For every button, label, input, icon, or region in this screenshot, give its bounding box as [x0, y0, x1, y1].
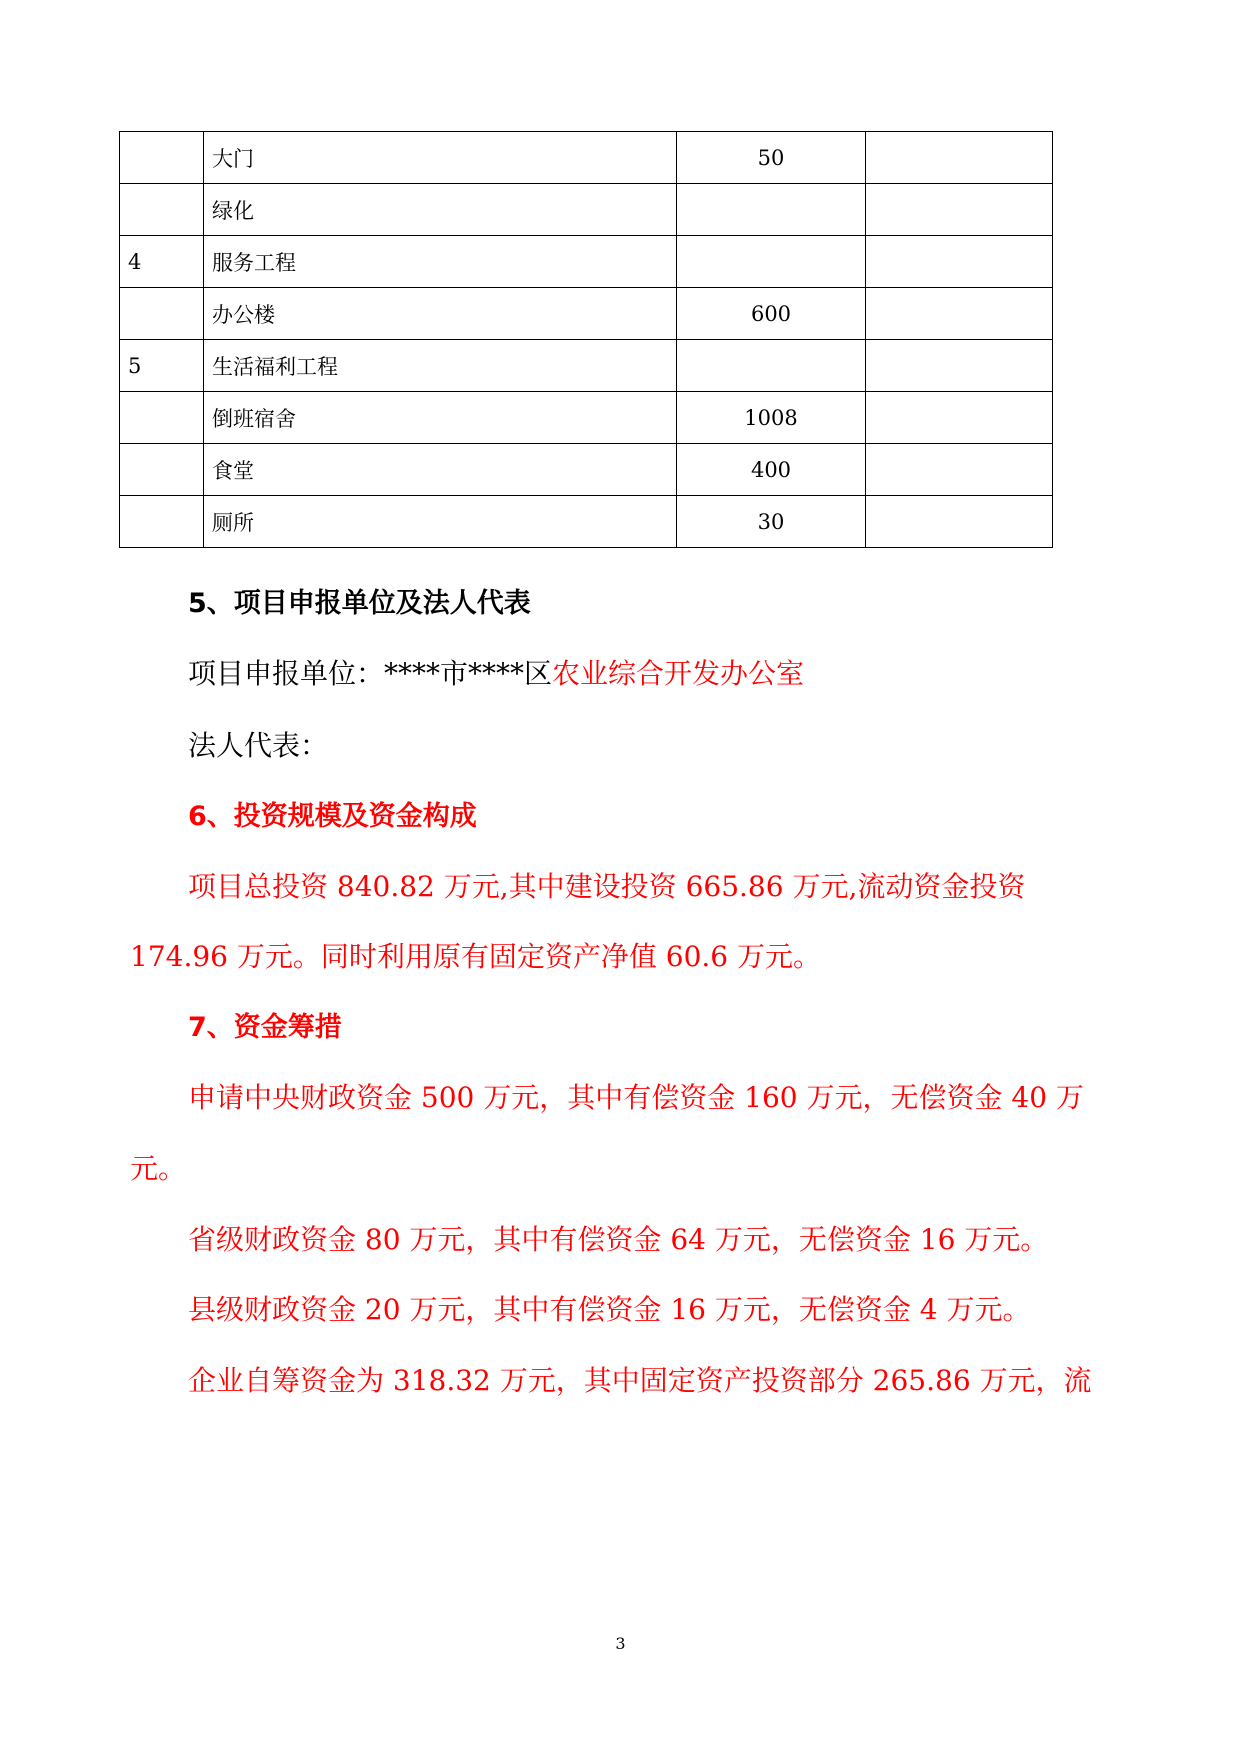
item-name-cell: 厕所 — [204, 496, 677, 548]
construction-table — [119, 131, 1053, 548]
area-cell: 50 — [677, 132, 866, 184]
table-row — [120, 496, 1053, 548]
table-row — [120, 184, 1053, 236]
row-number-cell — [120, 184, 204, 236]
row-number-cell: 4 — [120, 236, 204, 288]
legal-representative-line: 法人代表： — [188, 729, 329, 762]
table-row — [120, 340, 1053, 392]
applicant-unit-name: 农业综合开发办公室 — [552, 657, 805, 690]
item-name-cell: 服务工程 — [204, 236, 677, 288]
note-cell — [866, 132, 1053, 184]
area-cell: 1008 — [677, 392, 866, 444]
applicant-unit-line — [188, 654, 1128, 694]
area-cell — [677, 184, 866, 236]
note-cell — [866, 340, 1053, 392]
row-number-cell — [120, 444, 204, 496]
item-name-cell: 绿化 — [204, 184, 677, 236]
central-funds-line2: 元。 — [130, 1152, 187, 1185]
section7-heading: 7、资金筹措 — [188, 1012, 342, 1043]
investment-para-line2: 174.96 万元。同时利用原有固定资产净值 60.6 万元。 — [130, 940, 822, 973]
table-row — [120, 444, 1053, 496]
central-funds-line1: 申请中央财政资金 500 万元，其中有偿资金 160 万元，无偿资金 40 万 — [188, 1081, 1084, 1114]
note-cell — [866, 496, 1053, 548]
section5-heading: 5、项目申报单位及法人代表 — [188, 588, 531, 619]
note-cell — [866, 184, 1053, 236]
area-cell: 400 — [677, 444, 866, 496]
table-body — [120, 132, 1053, 548]
self-funded-line: 企业自筹资金为 318.32 万元，其中固定资产投资部分 265.86 万元，流 — [188, 1364, 1092, 1397]
table-row — [120, 132, 1053, 184]
investment-para-line1: 项目总投资 840.82 万元,其中建设投资 665.86 万元,流动资金投资 — [188, 870, 1026, 903]
item-name-cell: 办公楼 — [204, 288, 677, 340]
row-number-cell — [120, 132, 204, 184]
note-cell — [866, 444, 1053, 496]
section6-heading: 6、投资规模及资金构成 — [188, 801, 477, 832]
table-row — [120, 392, 1053, 444]
county-funds-line: 县级财政资金 20 万元，其中有偿资金 16 万元，无偿资金 4 万元。 — [188, 1293, 1031, 1326]
item-name-cell: 倒班宿舍 — [204, 392, 677, 444]
area-cell: 30 — [677, 496, 866, 548]
row-number-cell — [120, 496, 204, 548]
row-number-cell — [120, 392, 204, 444]
applicant-unit-label: 项目申报单位：****市****区 — [188, 657, 553, 690]
item-name-cell: 生活福利工程 — [204, 340, 677, 392]
table-row — [120, 288, 1053, 340]
page-number: 3 — [615, 1634, 626, 1653]
note-cell — [866, 392, 1053, 444]
row-number-cell: 5 — [120, 340, 204, 392]
note-cell — [866, 236, 1053, 288]
provincial-funds-line: 省级财政资金 80 万元，其中有偿资金 64 万元，无偿资金 16 万元。 — [188, 1223, 1049, 1256]
item-name-cell: 食堂 — [204, 444, 677, 496]
row-number-cell — [120, 288, 204, 340]
table-row — [120, 236, 1053, 288]
area-cell: 600 — [677, 288, 866, 340]
item-name-cell: 大门 — [204, 132, 677, 184]
area-cell — [677, 236, 866, 288]
note-cell — [866, 288, 1053, 340]
area-cell — [677, 340, 866, 392]
